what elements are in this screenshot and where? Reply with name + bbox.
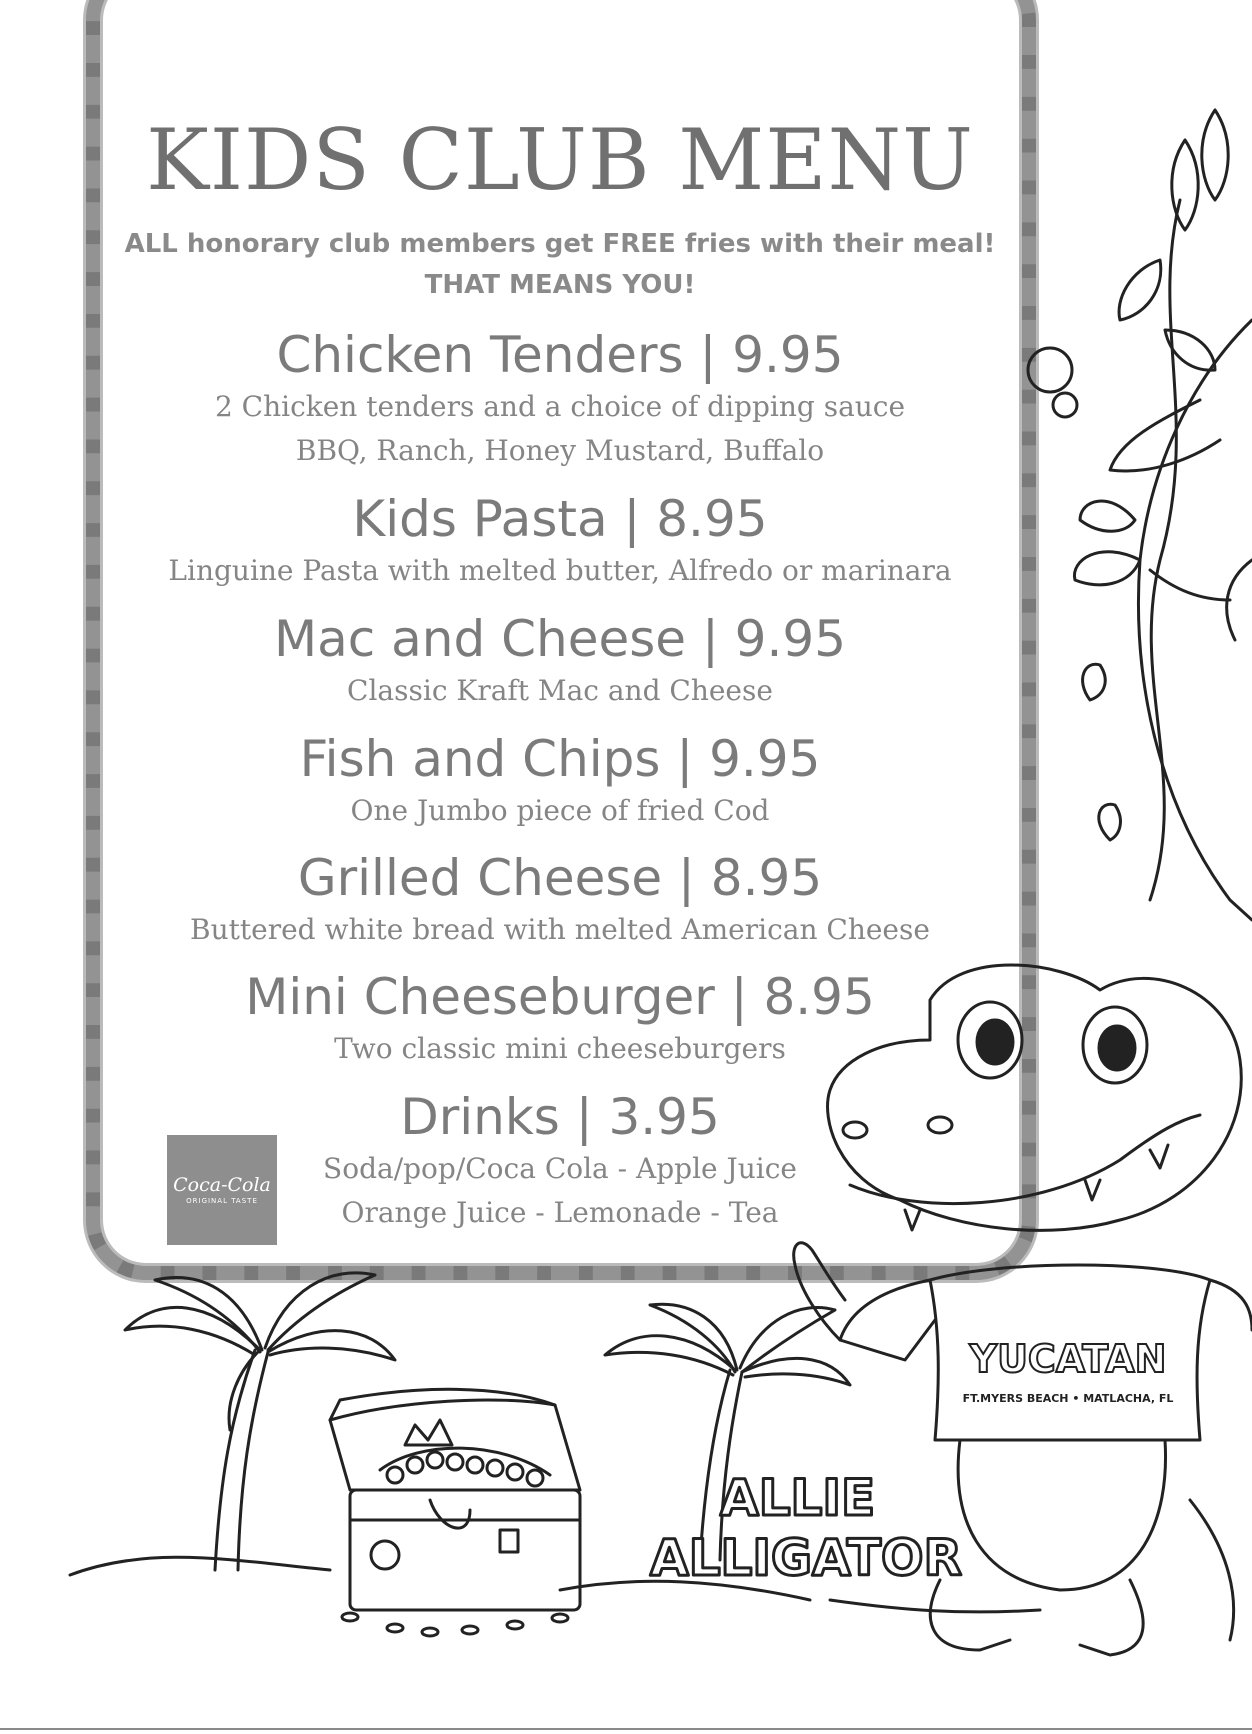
promo-line-2: THAT MEANS YOU! <box>424 270 696 300</box>
item-name: Kids Pasta | 8.95 <box>352 490 768 548</box>
item-name: Drinks | 3.95 <box>400 1088 720 1146</box>
item-name: Mini Cheeseburger | 8.95 <box>245 968 875 1026</box>
item-name: Grilled Cheese | 8.95 <box>297 849 823 907</box>
item-desc: Buttered white bread with melted American Cheese <box>190 913 930 946</box>
item-desc: Orange Juice - Lemonade - Tea <box>341 1196 779 1229</box>
menu-title: KIDS CLUB MENU <box>146 111 974 209</box>
item-name: Mac and Cheese | 9.95 <box>273 610 847 668</box>
shirt-text: YUCATAN <box>969 1337 1167 1381</box>
item-desc: Two classic mini cheeseburgers <box>334 1032 786 1065</box>
item-name: Chicken Tenders | 9.95 <box>276 326 844 384</box>
item-name: Fish and Chips | 9.95 <box>299 730 821 788</box>
lettering-line-1: ALLIE <box>720 1469 876 1527</box>
allie-alligator-lettering <box>650 1469 962 1587</box>
seaweed-outline <box>1028 110 1228 900</box>
lettering-line-2: ALLIGATOR <box>650 1529 962 1587</box>
item-desc: Classic Kraft Mac and Cheese <box>347 674 773 707</box>
page-bottom-rule <box>0 1728 1252 1730</box>
shirt-subtext: FT.MYERS BEACH • MATLACHA, FL <box>962 1392 1174 1405</box>
item-desc: 2 Chicken tenders and a choice of dipping sauce <box>214 390 906 423</box>
item-desc: Linguine Pasta with melted butter, Alfredo or marinara <box>168 554 952 587</box>
cola-brand: Coca-Cola <box>173 1174 271 1196</box>
item-desc: One Jumbo piece of fried Cod <box>350 794 770 827</box>
promo-line-1: ALL honorary club members get FREE fries with their meal! <box>124 229 996 259</box>
cola-tagline: ORIGINAL TASTE <box>186 1197 258 1205</box>
treasure-chest-icon <box>330 1389 580 1636</box>
shark-outline <box>1110 320 1252 920</box>
palm-tree-icon <box>125 1273 395 1570</box>
item-desc: Soda/pop/Coca Cola - Apple Juice <box>323 1152 797 1185</box>
item-desc: BBQ, Ranch, Honey Mustard, Buffalo <box>295 434 825 467</box>
